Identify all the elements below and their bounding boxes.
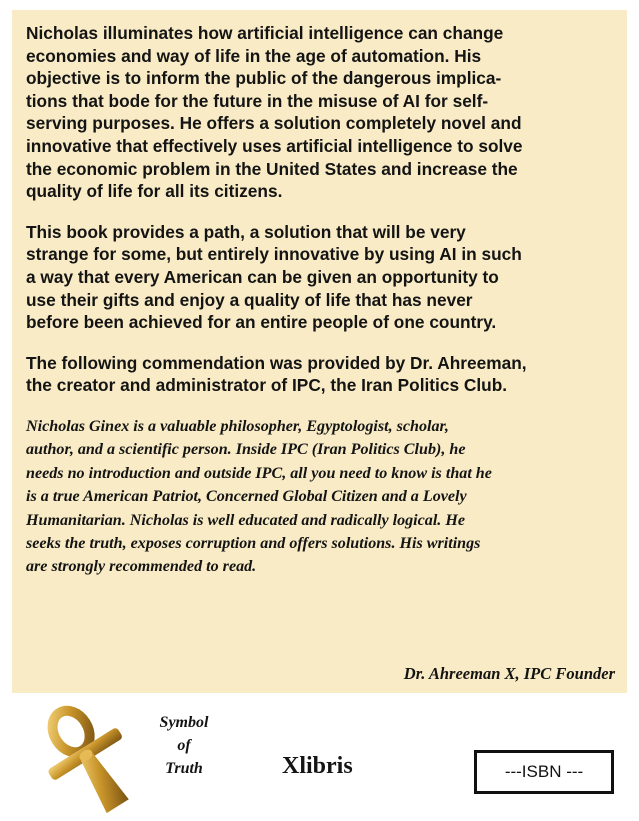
commendation-intro: The following commendation was provided by Dr. Ahreeman, the creator and administrator of IPC, the Iran Politics Club. bbox=[26, 352, 527, 396]
commendation-signature: Dr. Ahreeman X, IPC Founder bbox=[403, 664, 615, 683]
isbn-box bbox=[474, 750, 614, 794]
symbol-label-line-3: Truth bbox=[165, 760, 203, 777]
commendation-quote: Nicholas Ginex is a valuable philosopher, Egyptologist, scholar, author, and a scientific person. Inside IPC (Iran Politics Club), he needs no introduction and outside IPC, all you need to know is that he is a true American Patriot, Concerned Global Citizen and a Lovely Humanitarian. Nicholas is well educated and radically logical. He seeks the truth, exposes corruption and offers solutions. His writings are strongly recommended to read. bbox=[26, 417, 492, 576]
isbn-text: ---ISBN --- bbox=[504, 762, 584, 781]
description-paragraph-2: This book provides a path, a solution that will be very strange for some, but entirely innovative by using AI in such a way that every American can be given an opportunity to use their gifts and enjoy a quality of life that has never before been achieved for an entire people of one country. bbox=[26, 221, 522, 333]
symbol-label-line-2: of bbox=[177, 737, 191, 754]
publisher-name: Xlibris bbox=[282, 753, 353, 779]
symbol-label-line-1: Symbol bbox=[159, 714, 209, 731]
cover-footer bbox=[0, 693, 639, 821]
description-paragraph-1: Nicholas illuminates how artificial intelligence can change economies and way of life in the age of automation. His objective is to inform the public of the dangerous implica- tions that bode for the future in the misuse of AI for self- serving purposes. He offers a solution completely novel and innovative that effectively uses artificial intelligence to solve the economic problem in the United States and increase the quality of life for all its citizens. bbox=[26, 23, 523, 202]
symbol-of-truth-label bbox=[148, 711, 220, 780]
back-cover-panel bbox=[12, 10, 627, 693]
ankh-icon bbox=[22, 697, 152, 817]
